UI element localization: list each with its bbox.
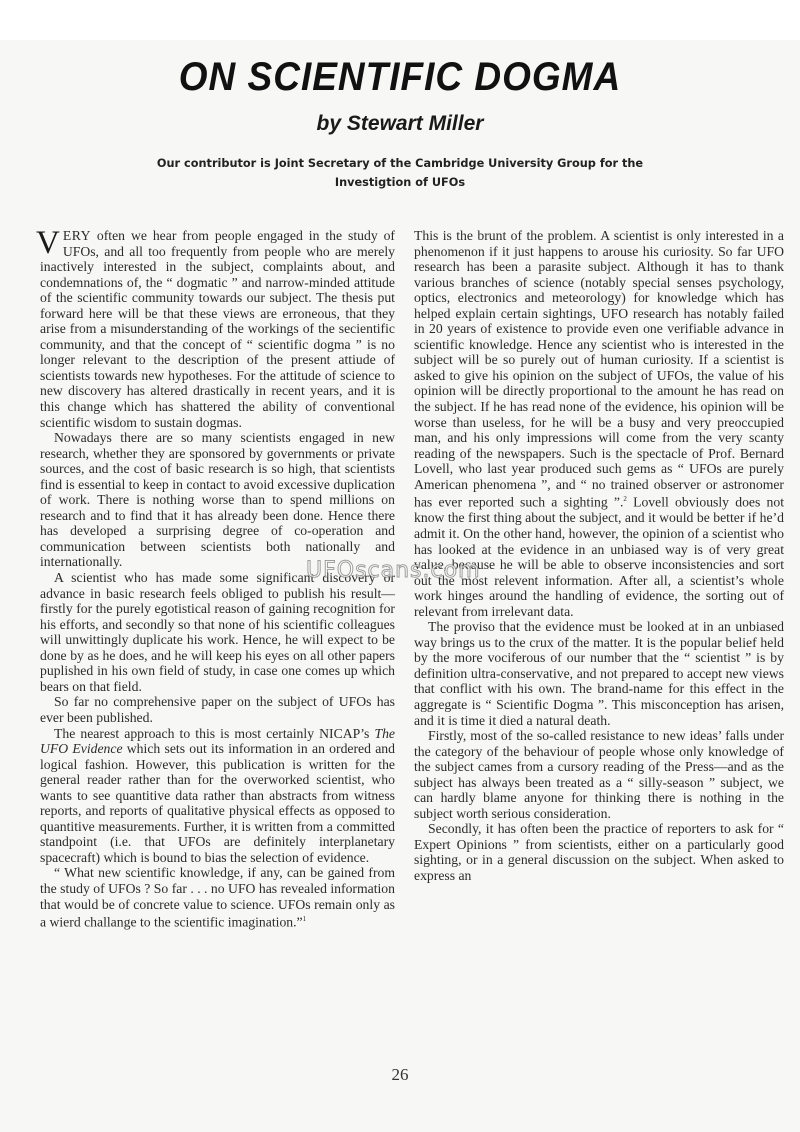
left-column — [36, 225, 395, 930]
article-byline: by Stewart Miller — [316, 112, 484, 135]
paragraph — [414, 228, 784, 619]
page-number: 26 — [391, 1065, 409, 1084]
paragraph — [36, 225, 395, 430]
footnote-marker: 2 — [623, 495, 627, 504]
paragraph: Nowadays there are so many scientists engaged in new research, whether they are sponsored by governments or private sources, and the cost of basic research is so high, that scientists find is essential to keep in contact to avoid excessive duplication of work. There is nothing worse than to spend millions on research and to find that it has already been done. Hence there has developed a surprising degree of co-operation and communication between scientists both nationally and internationally. — [40, 430, 395, 570]
book-title: The UFO Evidence — [40, 725, 395, 757]
drop-cap: V — [36, 225, 60, 261]
footnote-marker: 1 — [302, 915, 307, 924]
paragraph-text: which sets out its information in an ordered and logical fashion. However, this publication is written for the general reader rather than for the overworked scientist, who wants to see quantitive data rather than abstracts from witness reports, and reports of qualitative physical effects as opposed to quantitive measurements. Further, it is written from a committed standpoint (i.e. that UFOs are definitely interplanetary spacecraft) which is bound to bias the selection of evidence. — [40, 741, 395, 865]
paragraph: Firstly, most of the so-called resistance to new ideas’ falls under the category of the behaviour of people whose only knowledge of the subject cames from a cursory reading of the Press—and as the subject has always been treated as a “ silly-season ” subject, we can hardly blame anyone for thinking there is nothing in the subject worth serious consideration. — [414, 728, 784, 821]
lead-caps: ERY — [62, 228, 91, 243]
paragraph-text: This is the brunt of the problem. A scientist is only interested in a phenomenon if it just happens to arouse his curiosity. So far UFO research has been a parasite subject. Although it has to thank various branches of science (notably special senses psychology, optics, electronics and meteorology) for knowledge which has helped explain certain sightings, UFO research has notably failed in 20 years of existence to provide even one verifiable advance in scientific knowledge. Hence any scientist who is interested in the subject will be so purely out of human curiosity. If a scientist is asked to give his opinion on the subject of UFOs, the value of his opinion will be directly proportional to the amount he has read on the subject. If he has read none of the evidence, his opinion will be worse than useless, for he will be a busy and very preoccupied man, and his only impressions will come from the very scanty reading of the newspapers. Such is the spectacle of Prof. Bernard Lovell, who last year produced such gems as “ UFOs are purely American phenomena ”, and “ no trained observer or astronomer has ever reported such a sighting ”. — [414, 228, 784, 510]
paragraph: Secondly, it has often been the practice of reporters to ask for “ Expert Opinions ” from scientists, either on a particularly good sighting, or in a general discussion on the subject. When asked to express an — [414, 821, 784, 883]
paragraph — [40, 726, 395, 866]
right-column — [414, 228, 784, 884]
watermark: UFOscans.com — [306, 558, 481, 583]
paragraph: A scientist who has made some significant discovery or advance in basic research feels obliged to publish his result—firstly for the purely egotistical reason of gaining recognition for his efforts, and secondly so that none of his scientific colleagues will unwittingly duplicate his work. Hence, he will expect to be done by as he does, and he will keep his eyes on all other papers puplished in his own field of study, in case one comes up which bears on that field. — [40, 570, 395, 694]
paragraph: The proviso that the evidence must be looked at in an unbiased way brings us to the crux of the matter. It is the popular belief held by the more vociferous of our number that the “ scientist ” is by definition ultra-conservative, and not prepared to accept new views that conflict with his own. The brand-name for this effect in the aggregate is “ Scientific Dogma ”. This misconception has arisen, and it is time it died a natural death. — [414, 619, 784, 728]
article-subtitle: Our contributor is Joint Secretary of the Cambridge University Group for the Investigtion of UFOs — [156, 157, 644, 189]
paragraph-text: “ What new scientific knowledge, if any, can be gained from the study of UFOs ? So far . . . no UFO has revealed information that would be of concrete value to science. UFOs remain only as a wierd challange to the scientific imagination.” — [40, 865, 395, 930]
paragraph-text: often we hear from people engaged in the study of UFOs, and all too frequently from people who are merely inactively interested in the subject, complaints about, and condemnations of, the “ dogmatic ” and narrow-minded attitude of the scientific community towards our subject. The thesis put forward here will be that these views are erroneous, that they arise from a misunderstanding of the workings of the secientific community, and that the concept of “ scientific dogma ” is no longer relevant to the description of the present attiude of scientists towards new hypotheses. For the attitude of science to new discovery has altered drastically in recent years, and it is this change which has shattered the ability of conventional scientific wisdom to sustain dogmas. — [40, 228, 395, 430]
quotation — [40, 865, 395, 930]
paragraph: So far no comprehensive paper on the subject of UFOs has ever been published. — [40, 694, 395, 725]
paragraph-text: The nearest approach to this is most certainly NICAP’s — [54, 725, 375, 741]
paragraph-text: Lovell obviously does not know the first thing about the subject, and it would be better if he’d admit it. On the other hand, however, the opinion of a scientist who has looked at the evidence in an unbiased way is of very great value, because he will be able to observe inconsistencies and sort out the most relevent information. After all, a scientist’s whole work hinges around the handling of evidence, the sorting out of relevant from irrelevant data. — [414, 494, 785, 619]
article-title: ON SCIENTIFIC DOGMA — [178, 54, 622, 99]
